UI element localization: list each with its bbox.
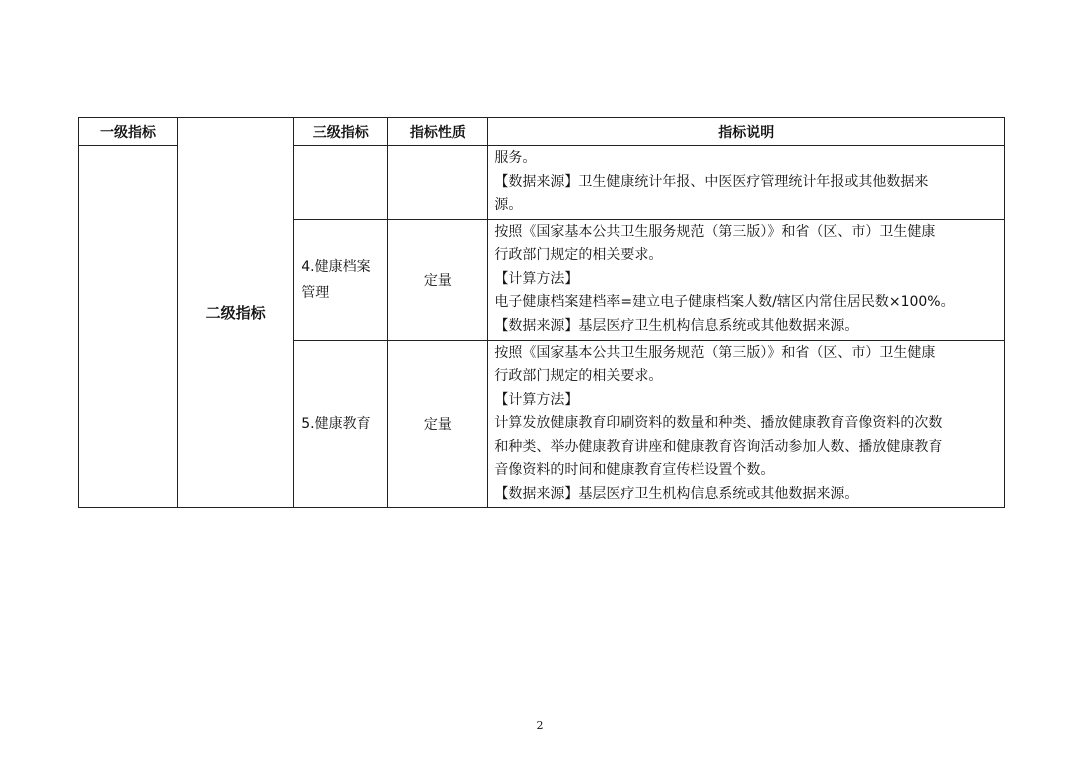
page-number: 2 (536, 719, 544, 732)
description-line: 计算发放健康教育印刷资料的数量和种类、播放健康教育音像资料的次数 (494, 415, 943, 431)
description-line: 【数据来源】卫生健康统计年报、中医医疗管理统计年报或其他数据来 (494, 173, 929, 190)
indicator-line: 管理 (301, 284, 330, 301)
description-line: 服务。 (494, 150, 537, 166)
level3-indicator-cell (294, 340, 388, 508)
level3-indicator-cell (294, 219, 388, 340)
header-nature: 指标性质 (388, 118, 488, 146)
description-line: 行政部门规定的相关要求。 (494, 368, 663, 384)
nature-cell: 定量 (388, 219, 488, 340)
description-line: 和种类、举办健康教育讲座和健康教育咨询活动参加人数、播放健康教育 (494, 438, 943, 455)
header-level3: 三级指标 (294, 118, 388, 146)
description-line: 音像资料的时间和健康教育宣传栏设置个数。 (494, 462, 775, 478)
level1-cell (79, 146, 178, 508)
level2-cell: 二级指标 (178, 118, 294, 508)
description-cell (488, 340, 1005, 508)
description-line: 【数据来源】基层医疗卫生机构信息系统或其他数据来源。 (494, 485, 859, 502)
indicator-line: 4.健康档案 (301, 258, 371, 275)
description-line: 源。 (494, 197, 523, 213)
description-line: 按照《国家基本公共卫生服务规范（第三版）》和省（区、市）卫生健康 (494, 223, 936, 240)
description-line: 电子健康档案建档率=建立电子健康档案人数/辖区内常住居民数×100%。 (494, 294, 955, 310)
nature-cell (388, 146, 488, 220)
nature-cell: 定量 (388, 340, 488, 508)
description-line: 行政部门规定的相关要求。 (494, 247, 663, 263)
description-cell (488, 219, 1005, 340)
level3-indicator-cell (294, 146, 388, 220)
header-level1: 一级指标 (79, 118, 178, 146)
description-line: 按照《国家基本公共卫生服务规范（第三版）》和省（区、市）卫生健康 (494, 344, 936, 361)
description-cell (488, 146, 1005, 220)
indicator-table (78, 117, 1005, 508)
table-header-row (79, 118, 1005, 146)
description-line: 【数据来源】基层医疗卫生机构信息系统或其他数据来源。 (494, 317, 859, 334)
description-line: 【计算方法】 (494, 391, 579, 408)
description-line: 【计算方法】 (494, 270, 579, 287)
header-description: 指标说明 (488, 118, 1005, 146)
indicator-line: 5.健康教育 (301, 415, 371, 432)
